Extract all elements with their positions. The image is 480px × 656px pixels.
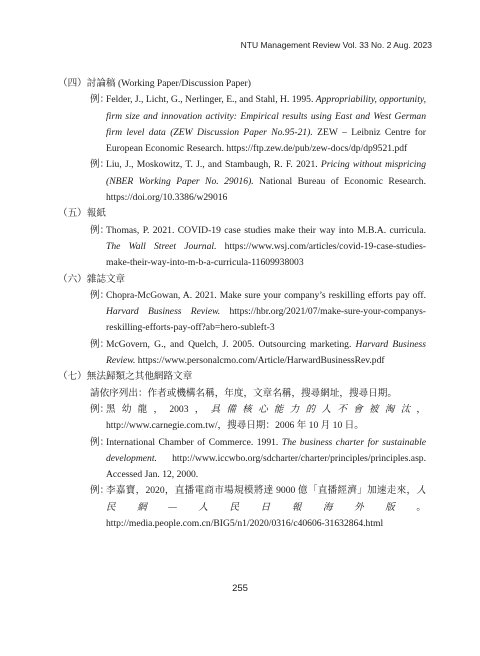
reference-authors: Felder, J., Licht, G., Nerlinger, E., and Stahl, H. 1995. xyxy=(106,94,316,106)
reference-title: Pricing without mispricing (NBER Working Paper No. 29016). xyxy=(106,159,426,187)
example-mark: 例： xyxy=(90,94,110,106)
reference-title: 人民網—人民日報海外版 xyxy=(106,485,426,513)
reference-authors: Liu, J., Moskowitz, T. J., and Stambaugh, R. F. 2021. xyxy=(106,159,321,171)
section-heading-newspaper: （五）報紙 xyxy=(58,208,106,220)
example-mark: 例： xyxy=(90,403,110,415)
reference-source: National Bureau of Economic Research. https://doi.org/10.3386/w29016 xyxy=(106,175,426,204)
example-mark: 例： xyxy=(90,338,110,350)
reference-title: The Wall Street Journal. xyxy=(106,240,217,252)
issue-info: Vol. 33 No. 2 Aug. 2023 xyxy=(342,40,432,50)
section-heading-working-paper: （四）討論稿 (Working Paper/Discussion Paper) xyxy=(58,78,251,89)
reference-source: ，http://www.carnegie.com.tw/，搜尋日期：2006 年 10 月 10 日。 xyxy=(106,403,427,432)
reference-entry xyxy=(60,92,426,157)
section-heading-other-web: （七）無法歸類之其他網路文章 xyxy=(58,371,193,383)
reference-source: 。http://media.people.com.cn/BIG5/n1/2020/0316/c40606-31632864.html xyxy=(106,501,426,530)
example-mark: 例： xyxy=(90,159,110,171)
reference-authors: 黑幼龍，2003， xyxy=(106,403,211,415)
reference-source: https://hbr.org/2021/07/make-sure-your-companys-reskilling-efforts-pay-off?ab=hero-subleft-3 xyxy=(106,306,426,334)
reference-title: Appropriability, opportunity, firm size and innovation activity: Empirical results using East and West German firm level data (ZEW Discussion Paper No.95-21). xyxy=(106,94,426,138)
example-mark: 例： xyxy=(90,224,110,236)
reference-entry xyxy=(60,402,426,435)
reference-authors: Thomas, P. 2021. COVID-19 case studies make their way into M.B.A. curricula. xyxy=(106,224,426,236)
reference-authors: Chopra-McGowan, A. 2021. Make sure your company’s reskilling efforts pay off. xyxy=(106,289,426,301)
reference-title: 具備核心能力的人不會被淘汰 xyxy=(210,403,417,415)
journal-name: NTU Management Review xyxy=(240,40,341,50)
reference-source: http://www.iccwbo.org/sdcharter/charter/principles/principles.asp. Accessed Jan. 12, 2000. xyxy=(106,452,426,481)
reference-authors: International Chamber of Commerce. 1991. xyxy=(106,436,282,448)
reference-source: ZEW – Leibniz Centre for European Economic Research. https://ftp.zew.de/pub/zew-docs/dp/dp9521.pdf xyxy=(106,126,426,155)
reference-entry xyxy=(60,223,426,272)
running-header xyxy=(241,40,432,50)
example-mark: 例： xyxy=(90,289,110,301)
citation-instruction: 請依序列出：作者或機構名稱，年度，文章名稱，搜尋網址，搜尋日期。 xyxy=(90,387,397,399)
reference-title: Harvard Business Review. xyxy=(106,338,426,367)
page-number: 255 xyxy=(232,583,248,594)
reference-source: https://www.personalcmo.com/Article/HarwardBusinessRev.pdf xyxy=(135,355,385,367)
reference-entry xyxy=(60,157,426,206)
reference-source: https://www.wsj.com/articles/covid-19-case-studies-make-their-way-into-m-b-a-curricula-11609938003 xyxy=(106,240,426,269)
reference-entry xyxy=(60,435,426,484)
reference-title: The business charter for sustainable development. xyxy=(106,436,426,464)
reference-entry xyxy=(60,337,426,370)
section-heading-magazine: （六）雜誌文章 xyxy=(58,273,126,285)
reference-entry xyxy=(60,483,426,532)
reference-list xyxy=(60,76,426,532)
reference-entry xyxy=(60,288,426,337)
reference-title: Harvard Business Review. xyxy=(106,306,221,318)
reference-authors: McGovern, G., and Quelch, J. 2005. Outsourcing marketing. xyxy=(106,338,356,350)
reference-authors: 李嘉寶，2020，直播電商市場規模將達 9000 億「直播經濟」加速走來， xyxy=(106,485,417,497)
example-mark: 例： xyxy=(90,485,110,497)
example-mark: 例： xyxy=(90,436,110,448)
